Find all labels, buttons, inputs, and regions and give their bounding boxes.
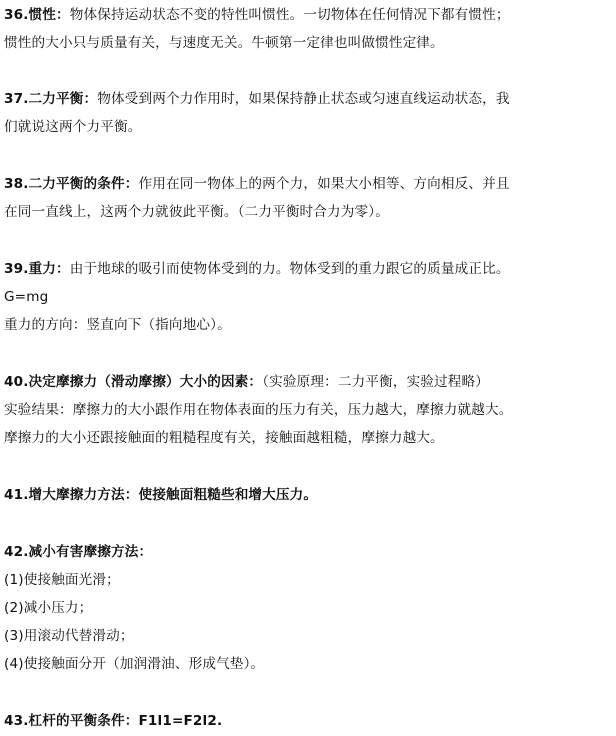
section-42-line-1 xyxy=(4,542,152,562)
section-38-line-2 xyxy=(4,202,389,222)
section-36-text: 惯性的大小只与质量有关，与速度无关。牛顿第一定律也叫做惯性定律。 xyxy=(4,35,444,51)
section-39-heading: 39.重力： xyxy=(4,261,70,277)
section-39-formula xyxy=(4,287,48,307)
list-item: (1)使接触面光滑； xyxy=(4,572,120,588)
section-43-heading: 43.杠杆的平衡条件： xyxy=(4,713,139,729)
section-40-text: （实验原理：二力平衡，实验过程略） xyxy=(262,374,490,390)
lever-formula: F1l1=F2l2. xyxy=(138,713,223,729)
section-38-text: 在同一直线上，这两个力就彼此平衡。（二力平衡时合力为零）。 xyxy=(4,204,389,220)
section-42-item-4 xyxy=(4,654,264,674)
section-37-heading: 37.二力平衡： xyxy=(4,91,98,107)
section-40-line-1 xyxy=(4,372,489,392)
list-item: (4)使接触面分开（加润滑油、形成气垫）。 xyxy=(4,656,265,672)
section-38-heading: 38.二力平衡的条件： xyxy=(4,176,139,192)
section-40-line-2 xyxy=(4,400,513,420)
section-36-heading: 36.惯性： xyxy=(4,7,70,23)
section-43-line-1 xyxy=(4,711,222,731)
list-item: (2)减小压力； xyxy=(4,600,93,616)
section-37-text: 们就说这两个力平衡。 xyxy=(4,119,142,135)
section-40-text: 摩擦力的大小还跟接触面的粗糙程度有关，接触面越粗糙，摩擦力越大。 xyxy=(4,430,444,446)
section-40-text: 实验结果：摩擦力的大小跟作用在物体表面的压力有关，压力越大，摩擦力就越大。 xyxy=(4,402,513,418)
section-37-line-1 xyxy=(4,89,510,109)
gravity-formula: G=mg xyxy=(4,289,49,305)
section-41-heading: 41.增大摩擦力方法： xyxy=(4,487,139,503)
section-41-text: 使接触面粗糙些和增大压力。 xyxy=(138,487,318,503)
section-37-text: 物体受到两个力作用时，如果保持静止状态或匀速直线运动状态，我 xyxy=(97,91,510,107)
section-39-text: 重力的方向：竖直向下（指向地心）。 xyxy=(4,317,231,333)
section-42-item-2 xyxy=(4,598,92,618)
section-40-line-3 xyxy=(4,428,444,448)
section-37-line-2 xyxy=(4,117,141,137)
section-42-heading: 42.减小有害摩擦方法： xyxy=(4,544,153,560)
section-39-line-3 xyxy=(4,315,231,335)
section-36-line-1 xyxy=(4,5,510,25)
section-39-line-1 xyxy=(4,259,510,279)
section-42-item-1 xyxy=(4,570,120,590)
section-39-text: 由于地球的吸引而使物体受到的力。物体受到的重力跟它的质量成正比。 xyxy=(69,261,510,277)
section-42-item-3 xyxy=(4,626,134,646)
list-item: (3)用滚动代替滑动； xyxy=(4,628,134,644)
section-36-text: 物体保持运动状态不变的特性叫惯性。一切物体在任何情况下都有惯性； xyxy=(69,7,510,23)
section-40-heading: 40.决定摩擦力（滑动摩擦）大小的因素： xyxy=(4,374,263,390)
section-38-line-1 xyxy=(4,174,510,194)
section-36-line-2 xyxy=(4,33,444,53)
section-41-line-1 xyxy=(4,485,317,505)
section-38-text: 作用在同一物体上的两个力，如果大小相等、方向相反、并且 xyxy=(138,176,510,192)
